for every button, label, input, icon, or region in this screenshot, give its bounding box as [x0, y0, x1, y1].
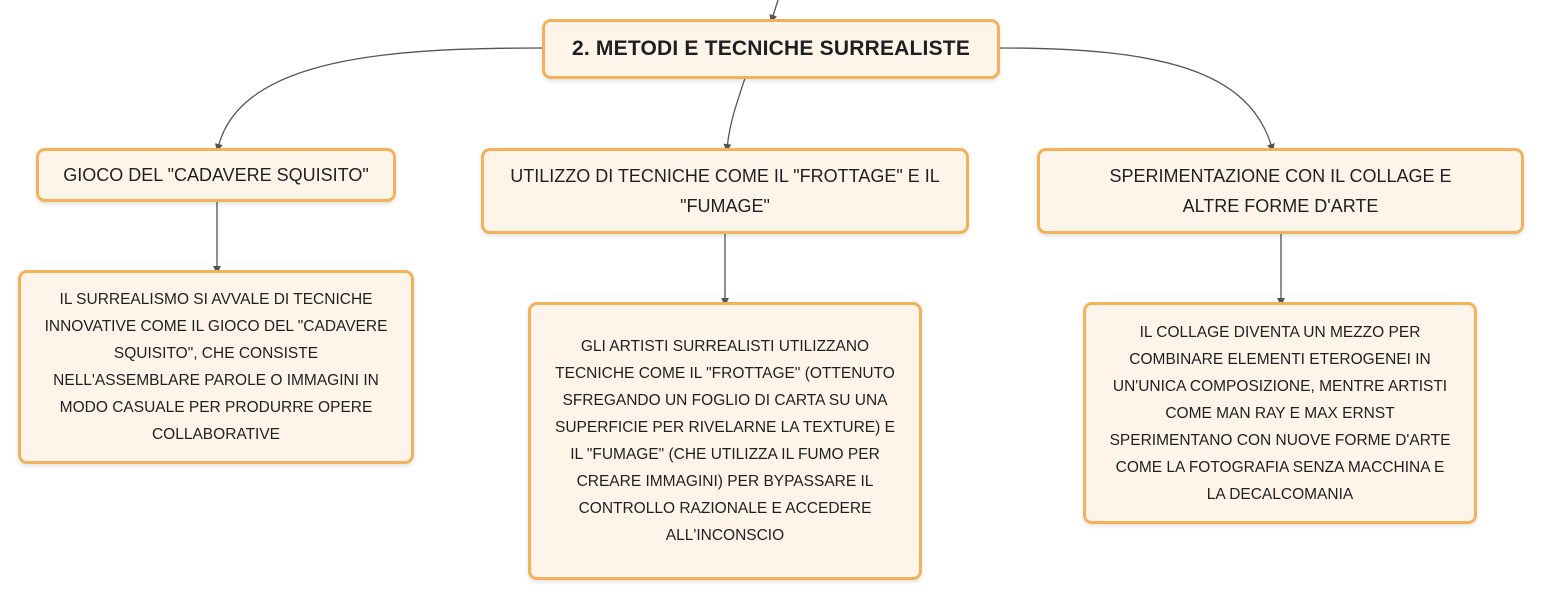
- detail-node-text: GLI ARTISTI SURREALISTI UTILIZZANO TECNICHE COME IL "FROTTAGE" (OTTENUTO SFREGANDO UN FOGLIO DI CARTA SU UNA SUPERFICIE PER RIVELARNE LA TEXTURE) E IL "FUMAGE" (CHE UTILIZZA IL FUMO PER CREARE IMMAGINI) PER BYPASSARE IL CONTROLLO RAZIONALE E ACCEDERE ALL'INCONSCIO: [555, 338, 895, 544]
- detail-node-text: IL COLLAGE DIVENTA UN MEZZO PER COMBINARE ELEMENTI ETEROGENEI IN UN'UNICA COMPOSIZIONE, MENTRE ARTISTI COME MAN RAY E MAX ERNST SPERIMENTANO CON NUOVE FORME D'ARTE COME LA FOTOGRAFIA SENZA MACCHINA E LA DECALCOMANIA: [1109, 323, 1451, 503]
- branch-node-cadavere-squisito[interactable]: [36, 148, 396, 202]
- branch-node-label: SPERIMENTAZIONE CON IL COLLAGE E ALTRE FORME D'ARTE: [1109, 166, 1452, 216]
- detail-node-frottage-fumage[interactable]: [528, 302, 922, 580]
- connector-root-to-branch-3: [1000, 48, 1272, 148]
- connector-parent-to-root: [772, 0, 778, 19]
- branch-node-label: UTILIZZO DI TECNICHE COME IL "FROTTAGE" E IL "FUMAGE": [510, 166, 940, 216]
- root-node-label: 2. METODI E TECNICHE SURREALISTE: [571, 37, 971, 60]
- detail-node-cadavere-squisito[interactable]: [18, 270, 414, 464]
- root-node[interactable]: [542, 19, 1000, 79]
- connector-root-to-branch-1: [218, 48, 542, 148]
- branch-node-label: GIOCO DEL "CADAVERE SQUISITO": [63, 165, 369, 185]
- detail-node-collage[interactable]: [1083, 302, 1477, 524]
- detail-node-text: IL SURREALISMO SI AVVALE DI TECNICHE INNOVATIVE COME IL GIOCO DEL "CADAVERE SQUISITO", CHE CONSISTE NELL'ASSEMBLARE PAROLE O IMMAGINI IN MODO CASUALE PER PRODURRE OPERE COLLABORATIVE: [44, 291, 388, 443]
- branch-node-collage[interactable]: [1037, 148, 1524, 234]
- branch-node-frottage-fumage[interactable]: [481, 148, 969, 234]
- connector-root-to-branch-2: [727, 78, 745, 148]
